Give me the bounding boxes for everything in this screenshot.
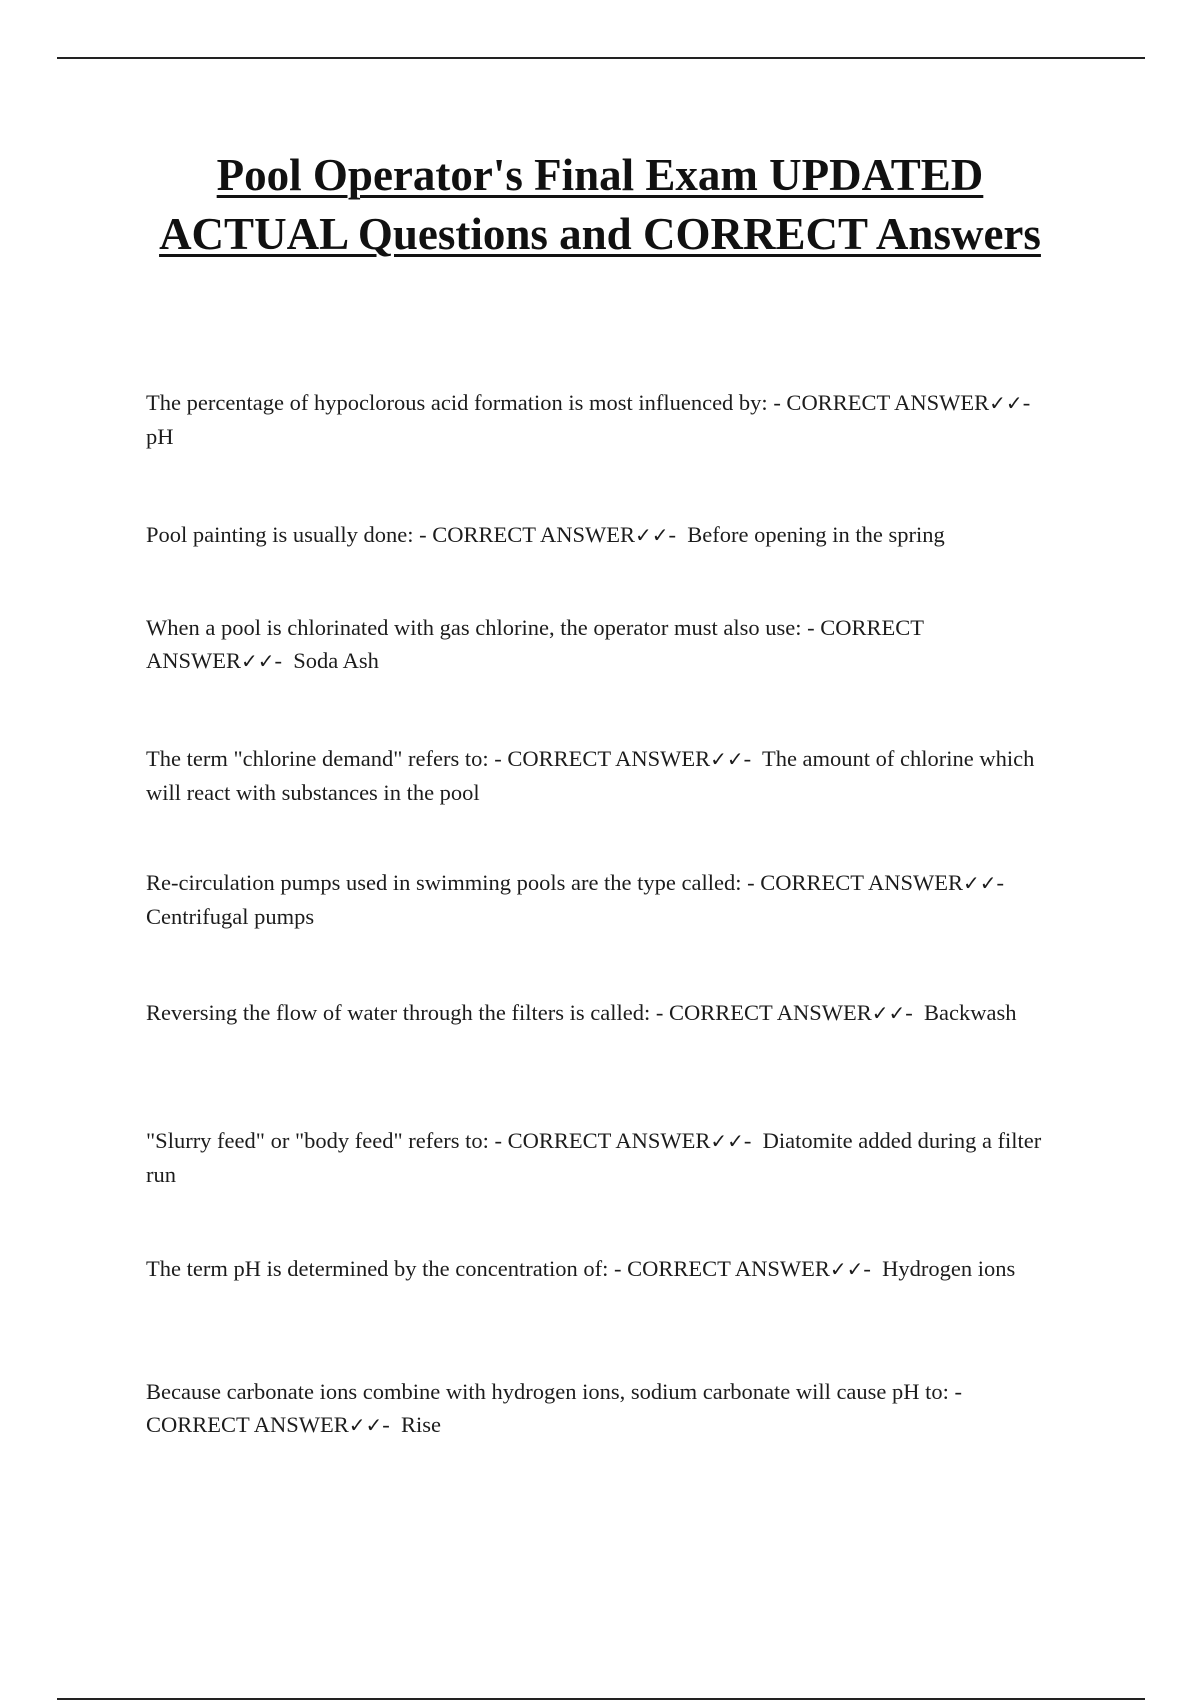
check-marks-icon: ✓✓ — [989, 391, 1023, 415]
answer-marker: - CORRECT ANSWER — [767, 390, 990, 415]
question-text: "Slurry feed" or "body feed" refers to: — [146, 1128, 489, 1153]
answer-text: pH — [146, 424, 174, 449]
qa-item — [146, 386, 1046, 453]
qa-item — [146, 996, 1046, 1030]
question-text: When a pool is chlorinated with gas chlorine, the operator must also use: — [146, 615, 802, 640]
answer-text: Backwash — [923, 1000, 1017, 1025]
check-marks-icon: ✓✓ — [871, 1001, 906, 1025]
answer-separator: - — [668, 522, 688, 547]
answer-marker: - CORRECT ANSWER — [146, 615, 928, 673]
qa-item — [146, 1124, 1046, 1191]
qa-item — [146, 1252, 1046, 1286]
check-marks-icon: ✓✓ — [962, 871, 997, 895]
qa-item — [146, 611, 1046, 678]
answer-separator: - — [863, 1256, 883, 1281]
answer-separator: - — [274, 648, 294, 673]
check-marks-icon: ✓✓ — [241, 649, 275, 673]
answer-text: Centrifugal pumps — [146, 904, 315, 929]
answer-marker: - CORRECT ANSWER — [488, 746, 711, 771]
question-text: The percentage of hypoclorous acid formation is most influenced by: — [146, 390, 768, 415]
check-marks-icon: ✓✓ — [710, 747, 744, 771]
answer-text: Hydrogen ions — [882, 1256, 1016, 1281]
qa-item — [146, 518, 1046, 552]
question-text: Re-circulation pumps used in swimming pools are the type called: — [146, 870, 742, 895]
question-text: The term "chlorine demand" refers to: — [146, 746, 489, 771]
answer-text: Rise — [401, 1412, 442, 1437]
check-marks-icon: ✓✓ — [348, 1413, 383, 1437]
qa-item — [146, 1375, 1046, 1442]
qa-item — [146, 866, 1046, 933]
answer-separator: - — [743, 1128, 763, 1153]
check-marks-icon: ✓✓ — [710, 1129, 744, 1153]
answer-marker: - CORRECT ANSWER — [608, 1256, 830, 1281]
question-text: Pool painting is usually done: — [146, 522, 414, 547]
qa-item — [146, 742, 1046, 809]
header-rule — [57, 57, 1145, 59]
answer-separator: - — [382, 1412, 402, 1437]
question-text: Reversing the flow of water through the filters is called: — [146, 1000, 651, 1025]
answer-text: The amount of chlorine which will react with substances in the pool — [146, 746, 1040, 805]
answer-marker: - CORRECT ANSWER — [413, 522, 635, 547]
answer-separator: - — [996, 870, 1016, 895]
document-title: Pool Operator's Final Exam UPDATED ACTUAL Questions and CORRECT Answers — [159, 150, 1041, 259]
answer-text: Diatomite added during a filter run — [146, 1128, 1047, 1187]
answer-separator: - — [1022, 390, 1042, 415]
answer-marker: - CORRECT ANSWER — [741, 870, 963, 895]
answer-text: Before opening in the spring — [687, 522, 945, 547]
answer-marker: - CORRECT ANSWER — [146, 1379, 968, 1437]
check-marks-icon: ✓✓ — [829, 1257, 864, 1281]
answer-separator: - — [905, 1000, 924, 1025]
question-text: Because carbonate ions combine with hydrogen ions, sodium carbonate will cause pH to: — [146, 1379, 949, 1404]
question-text: The term pH is determined by the concentration of: — [146, 1256, 609, 1281]
answer-marker: - CORRECT ANSWER — [650, 1000, 872, 1025]
answer-text: Soda Ash — [293, 648, 379, 673]
check-marks-icon: ✓✓ — [634, 523, 669, 547]
answer-separator: - — [743, 746, 762, 771]
answer-marker: - CORRECT ANSWER — [488, 1128, 711, 1153]
